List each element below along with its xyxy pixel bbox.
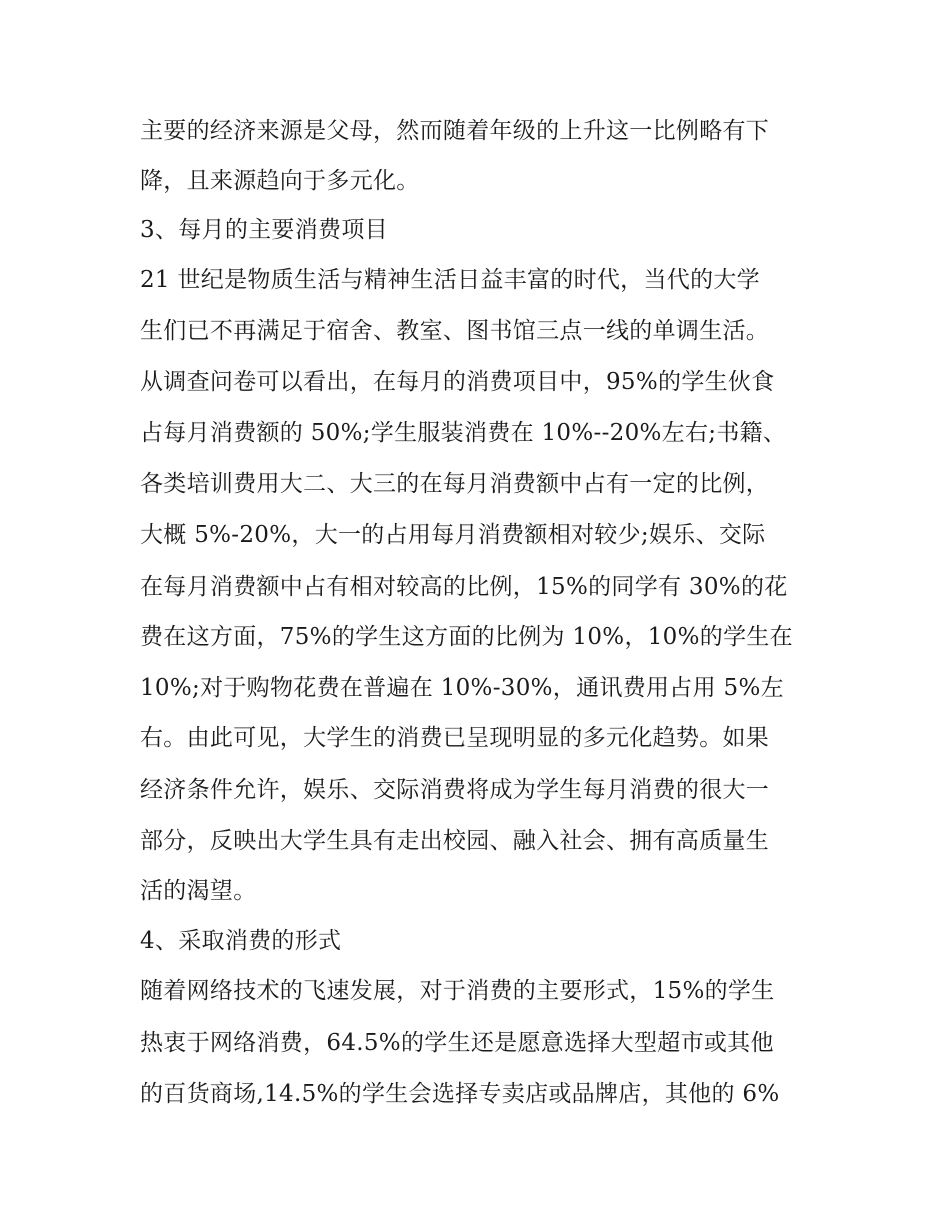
text-line: 的百货商场,14.5%的学生会选择专卖店或品牌店，其他的 6% [140,1081,780,1107]
text-line: 右。由此可见，大学生的消费已呈现明显的多元化趋势。如果 [140,725,770,751]
text-line: 经济条件允许，娱乐、交际消费将成为学生每月消费的很大一 [140,777,770,803]
text-line: 热衷于网络消费，64.5%的学生还是愿意选择大型超市或其他 [140,1030,774,1056]
text-line: 各类培训费用大二、大三的在每月消费额中占有一定的比例， [140,471,770,497]
text-line: 部分，反映出大学生具有走出校园、融入社会、拥有高质量生 [140,828,770,854]
text-line: 生们已不再满足于宿舍、教室、图书馆三点一线的单调生活。 [140,318,770,344]
text-line: 21 世纪是物质生活与精神生活日益丰富的时代，当代的大学 [140,267,760,293]
text-line: 从调查问卷可以看出，在每月的消费项目中，95%的学生伙食 [140,369,775,395]
text-line: 活的渴望。 [140,878,257,904]
section-heading: 4、采取消费的形式 [140,928,342,954]
text-line: 随着网络技术的飞速发展，对于消费的主要形式，15%的学生 [140,978,775,1004]
section-heading: 3、每月的主要消费项目 [140,217,388,243]
text-line: 10%;对于购物花费在普遍在 10%-30%，通讯费用占用 5%左 [140,675,784,701]
text-line: 费在这方面，75%的学生这方面的比例为 10%，10%的学生在 [140,624,793,650]
text-line: 降，且来源趋向于多元化。 [140,168,420,194]
text-line: 大概 5%-20%，大一的占用每月消费额相对较少;娱乐、交际 [140,522,766,548]
text-line: 主要的经济来源是父母，然而随着年级的上升这一比例略有下 [140,118,770,144]
text-line: 在每月消费额中占有相对较高的比例，15%的同学有 30%的花 [140,574,788,600]
text-line: 占每月消费额的 50%;学生服装消费在 10%--20%左右;书籍、 [140,420,787,446]
